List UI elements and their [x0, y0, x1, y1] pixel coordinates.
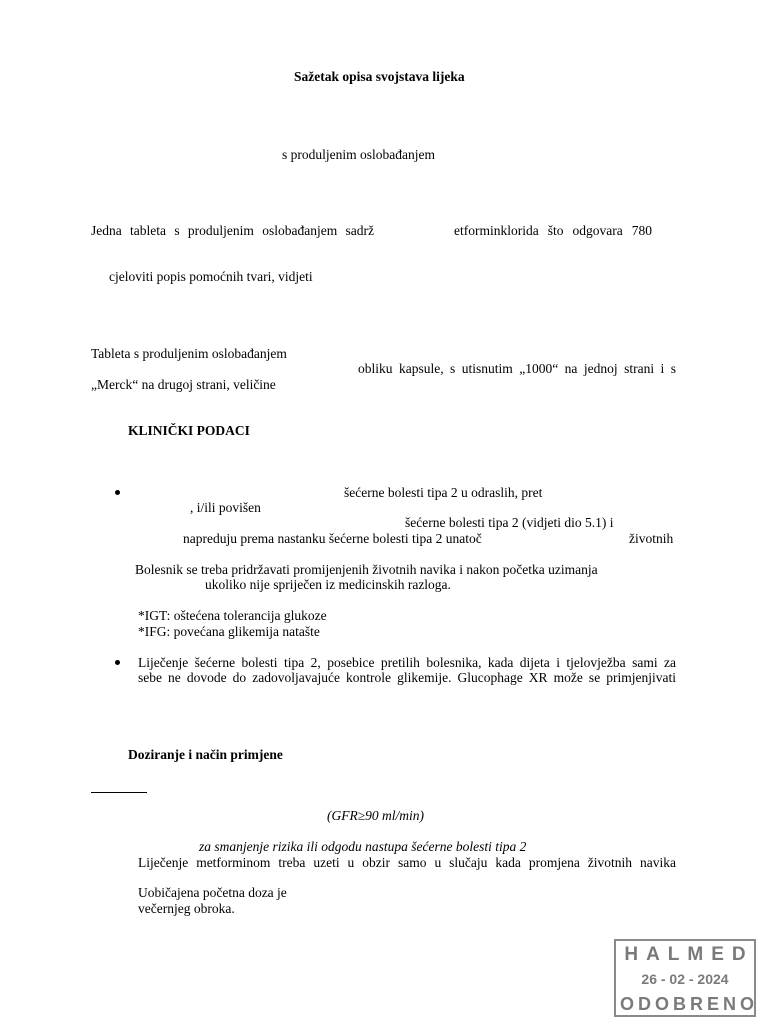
stamp-status: ODOBRENO: [620, 994, 759, 1014]
underline-rule: [91, 792, 147, 793]
halmed-approval-stamp: [614, 939, 759, 1017]
form-line-1: Tableta s produljenim oslobađanjem: [91, 346, 287, 361]
product-name-fragment: s produljenim oslobađanjem: [282, 147, 435, 162]
indication-1-line-4b: životnih: [629, 531, 674, 546]
risk-reduction-subheading: za smanjenje rizika ili odgodu nastupa šećerne bolesti tipa 2: [199, 839, 527, 854]
form-line-3: „Merck“ na drugoj strani, veličine: [91, 377, 276, 392]
form-line-2: obliku kapsule, s utisnutim „1000“ na jednoj strani i s: [358, 361, 676, 376]
indication-1-line-2: , i/ili povišen: [190, 500, 261, 515]
dosing-line-1: Liječenje metforminom treba uzeti u obzir samo u slučaju kada promjena životnih navika: [138, 855, 676, 870]
bullet-indication-1: [115, 490, 120, 495]
stamp-date: 26 - 02 - 2024: [641, 971, 729, 987]
indication-2-line-1: Liječenje šećerne bolesti tipa 2, posebice pretilih bolesnika, kada dijeta i tjelovježba sami za: [138, 655, 676, 670]
composition-line-left: Jedna tableta s produljenim oslobađanjem sadrž: [91, 223, 374, 238]
indication-2-line-2: sebe ne dovode do zadovoljavajuće kontrole glikemije. Glucophage XR može se primjenjivati: [138, 670, 676, 685]
dosing-line-3: večernjeg obroka.: [138, 901, 235, 916]
clinical-section-heading: KLINIČKI PODACI: [128, 423, 250, 438]
indication-1-line-4a: napreduju prema nastanku šećerne bolesti tipa 2 unatoč: [183, 531, 482, 546]
indication-1-line-1: šećerne bolesti tipa 2 u odraslih, pret: [344, 485, 543, 500]
dosing-heading: Doziranje i način primjene: [128, 747, 283, 762]
excipients-reference: cjeloviti popis pomoćnih tvari, vidjeti: [109, 269, 313, 284]
ifg-footnote: *IFG: povećana glikemija natašte: [138, 624, 320, 639]
document-title: Sažetak opisa svojstava lijeka: [294, 69, 465, 84]
dosing-line-2: Uobičajena početna doza je: [138, 885, 287, 900]
bullet-indication-2: [115, 660, 120, 665]
lifestyle-note-line-1: Bolesnik se treba pridržavati promijenjenih životnih navika i nakon početka uzimanja: [135, 562, 598, 577]
composition-line-right: etforminklorida što odgovara 780: [454, 223, 652, 238]
lifestyle-note-line-2: ukoliko nije spriječen iz medicinskih razloga.: [205, 577, 451, 592]
igt-footnote: *IGT: oštećena tolerancija glukoze: [138, 608, 327, 623]
gfr-label: (GFR≥90 ml/min): [327, 808, 425, 823]
indication-1-line-3: šećerne bolesti tipa 2 (vidjeti dio 5.1) i: [405, 515, 614, 530]
stamp-org: HALMED: [624, 944, 754, 965]
